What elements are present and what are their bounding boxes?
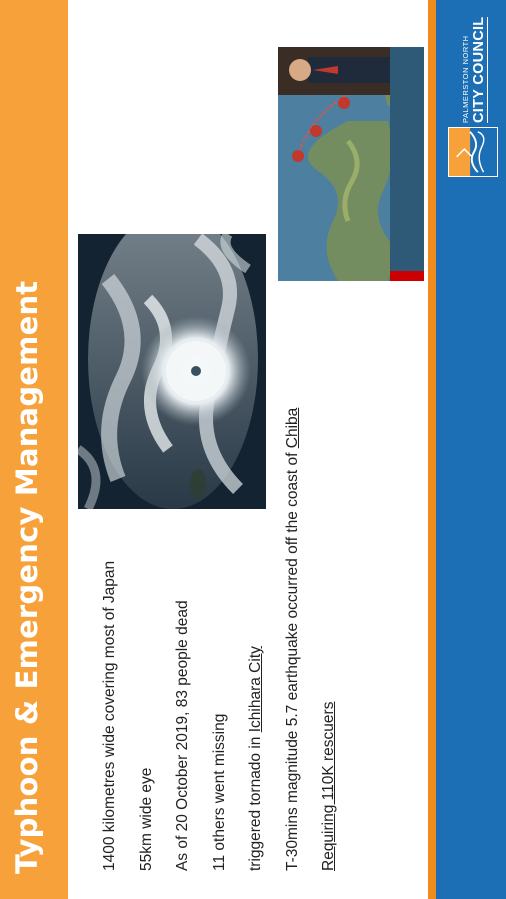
chiba-link[interactable]: Chiba: [283, 407, 301, 449]
bullet-text: 11 others went missing: [210, 713, 228, 871]
bullet-item: [283, 231, 320, 871]
typhoon-news-graphic: [278, 47, 424, 281]
orange-divider-stripe: [428, 0, 436, 899]
council-name-line1: PALMERSTON NORTH: [461, 35, 470, 123]
bullet-text: triggered tornado in: [247, 732, 264, 871]
title-band: [0, 0, 68, 899]
bullet-text: 1400 kilometres wide covering most of Japan: [101, 560, 118, 871]
bullet-text: As of 20 October 2019, 83 people dead: [174, 600, 191, 871]
ichihara-city-link[interactable]: Ichihara City: [247, 646, 264, 733]
council-logo: [448, 16, 498, 177]
bullet-text: T-30mins magnitude 5.7 earthquake occurred off the coast of: [283, 448, 301, 871]
council-logo-icon: [448, 127, 498, 177]
bullet-item: [319, 231, 356, 871]
slide-title: Typhoon & Emergency Management: [10, 280, 44, 874]
bullet-text: 55km wide eye: [137, 767, 155, 871]
typhoon-satellite-image: [78, 234, 266, 509]
council-name-line2: CITY COUNCIL: [471, 16, 487, 123]
rescuers-link[interactable]: Requiring 110K rescuers: [320, 701, 337, 871]
